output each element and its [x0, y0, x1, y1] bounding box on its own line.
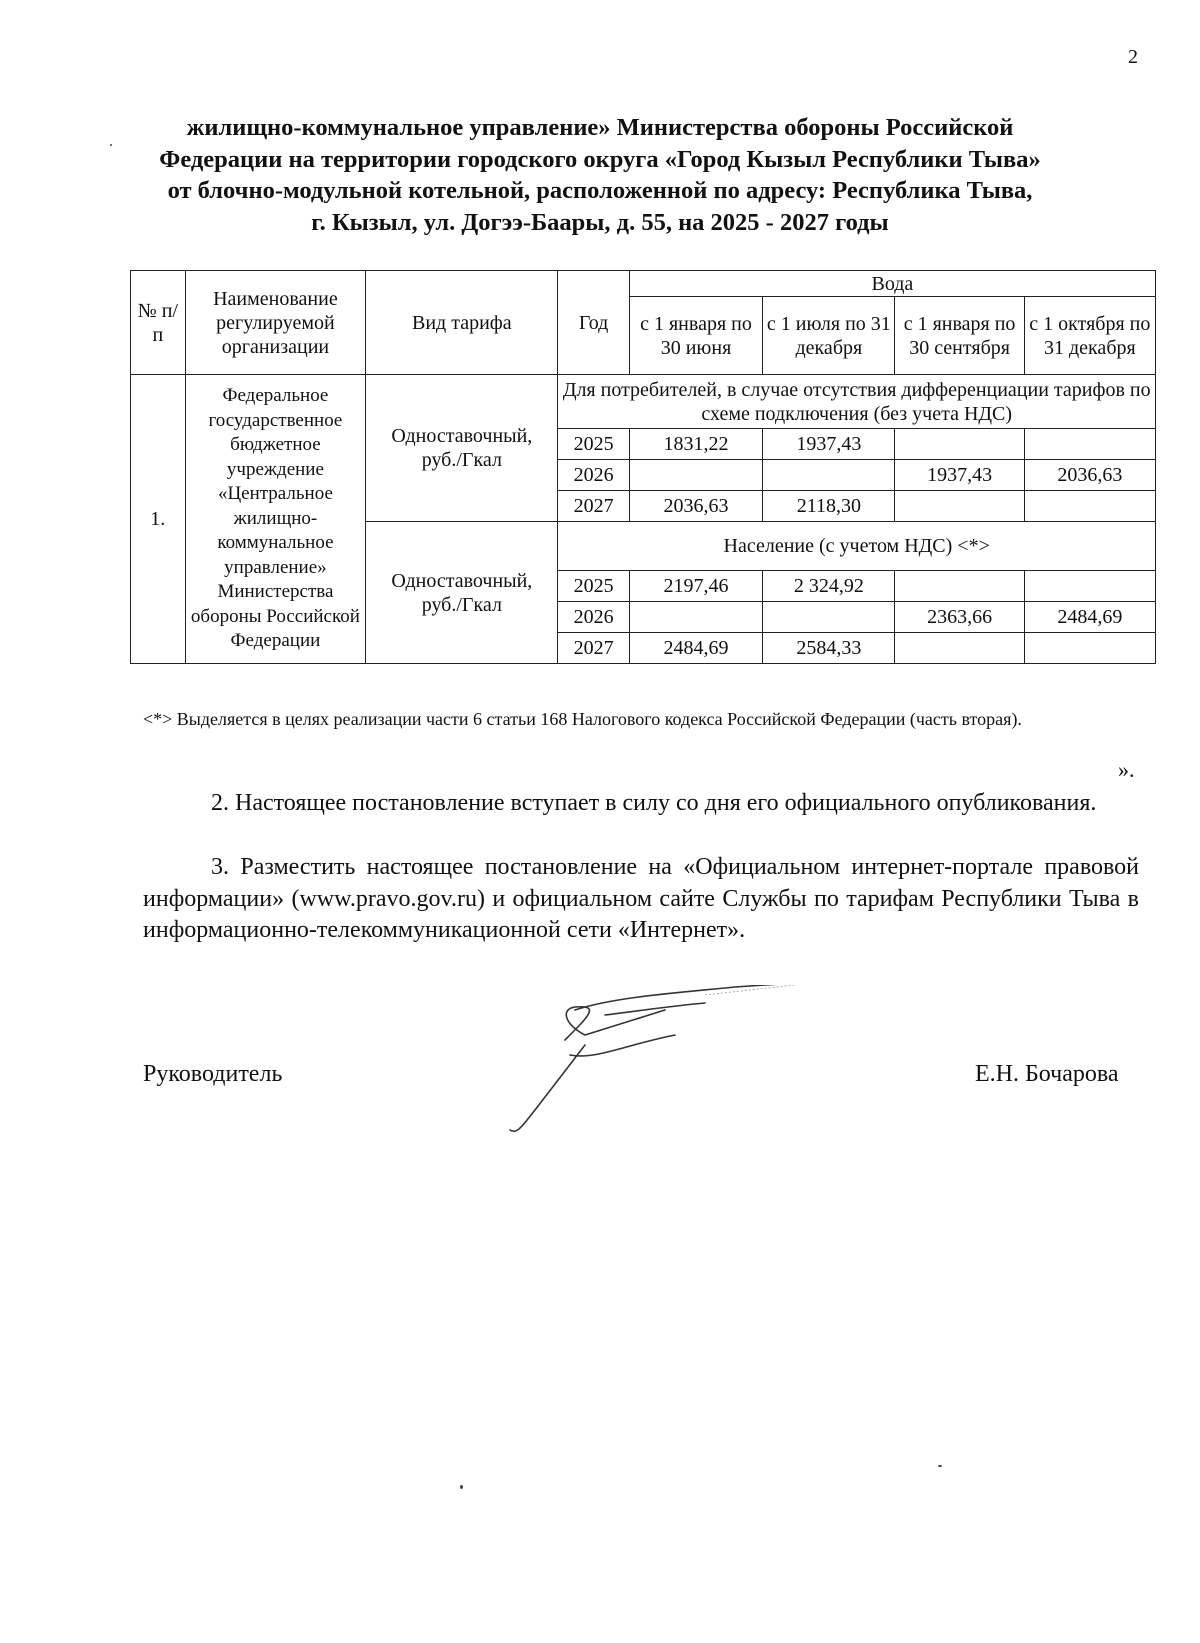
tariff-value	[895, 571, 1024, 602]
signature-stroke	[510, 1045, 585, 1131]
heading-line: от блочно-модульной котельной, расположенной по адресу: Республика Тыва,	[167, 177, 1033, 204]
year-cell: 2027	[558, 491, 629, 522]
tariff-value: 2584,33	[763, 633, 895, 664]
tariff-table	[130, 270, 1156, 664]
row-number: 1.	[131, 375, 186, 664]
tariff-value: 1937,43	[895, 460, 1024, 491]
header-water: Вода	[629, 271, 1155, 297]
paragraph-text: 3. Разместить настоящее постановление на «Официальном интернет-портале правовой информации» (www.pravo.gov.ru) и официальном сайте Службы по тарифам Республики Тыва в информационно-телекоммуникационной сети «Интернет».	[143, 854, 1139, 943]
tariff-value	[1024, 429, 1155, 460]
year-cell: 2027	[558, 633, 629, 664]
year-cell: 2026	[558, 460, 629, 491]
section-caption: Население (с учетом НДС) <*>	[558, 522, 1156, 571]
header-num: № п/п	[131, 271, 186, 375]
tariff-value: 2363,66	[895, 602, 1024, 633]
heading-line: Федерации на территории городского округа «Город Кызыл Республики Тыва»	[159, 145, 1041, 173]
signatory-name: Е.Н. Бочарова	[975, 1061, 1119, 1087]
tariff-value: 2036,63	[1024, 460, 1155, 491]
signature-stroke	[565, 1007, 665, 1040]
paragraph-3	[143, 852, 1139, 947]
header-year: Год	[558, 271, 629, 375]
closing-quote: ».	[1118, 757, 1135, 782]
header-period: с 1 июля по 31 декабря	[763, 297, 895, 375]
scan-speck	[938, 1465, 942, 1467]
tariff-value: 1937,43	[763, 429, 895, 460]
tariff-value	[1024, 571, 1155, 602]
header-period: с 1 октября по 31 декабря	[1024, 297, 1155, 375]
paragraph-text: 2. Настоящее постановление вступает в силу со дня его официального опубликования.	[211, 790, 1097, 816]
header-org: Наименование регулируемой организации	[185, 271, 366, 375]
tariff-value	[1024, 633, 1155, 664]
paragraph-2	[143, 788, 1139, 820]
signatory-role: Руководитель	[143, 1061, 283, 1087]
tariff-value: 1831,22	[629, 429, 762, 460]
tariff-value	[629, 602, 762, 633]
tariff-value: 2118,30	[763, 491, 895, 522]
page-number: 2	[1128, 46, 1138, 68]
tariff-value: 2 324,92	[763, 571, 895, 602]
handwritten-signature	[505, 985, 805, 1145]
year-cell: 2025	[558, 571, 629, 602]
document-heading	[100, 112, 1100, 238]
tariff-value	[763, 602, 895, 633]
tariff-value: 2197,46	[629, 571, 762, 602]
heading-line: жилищно-коммунальное управление» Министерства обороны Российской	[186, 114, 1014, 141]
tariff-type: Одноставочный, руб./Гкал	[366, 375, 558, 522]
header-period: с 1 января по 30 сентября	[895, 297, 1024, 375]
tariff-value	[895, 491, 1024, 522]
tariff-type: Одноставочный, руб./Гкал	[366, 522, 558, 664]
signature-stroke	[570, 1035, 675, 1056]
section-caption: Для потребителей, в случае отсутствия дифференциации тарифов по схеме подключения (без учета НДС)	[558, 375, 1156, 429]
tariff-value	[1024, 491, 1155, 522]
year-cell: 2025	[558, 429, 629, 460]
year-cell: 2026	[558, 602, 629, 633]
organization-name: Федеральное государственное бюджетное учреждение «Центральное жилищно-коммунальное управление» Министерства обороны Российской Федерации	[185, 375, 366, 664]
scan-speck	[460, 1485, 463, 1489]
tariff-value	[895, 429, 1024, 460]
tariff-value: 2036,63	[629, 491, 762, 522]
tariff-value	[763, 460, 895, 491]
header-period: с 1 января по 30 июня	[629, 297, 762, 375]
tariff-value: 2484,69	[629, 633, 762, 664]
header-tariff-type: Вид тарифа	[366, 271, 558, 375]
tariff-value	[629, 460, 762, 491]
tariff-value	[895, 633, 1024, 664]
heading-line: г. Кызыл, ул. Догээ-Баары, д. 55, на 2025 - 2027 годы	[311, 208, 889, 236]
footnote: <*> Выделяется в целях реализации части 6 статьи 168 Налогового кодекса Российской Федерации (часть вторая).	[143, 709, 1022, 729]
scan-speck	[110, 144, 112, 146]
tariff-value: 2484,69	[1024, 602, 1155, 633]
